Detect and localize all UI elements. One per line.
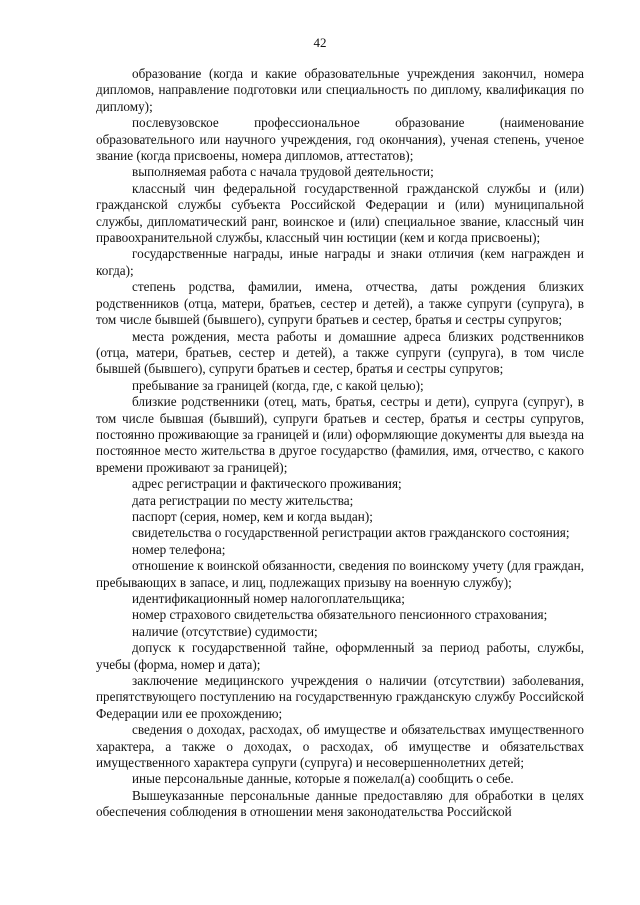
paragraph: свидетельства о государственной регистрации актов гражданского состояния; — [132, 525, 570, 541]
paragraph: классный чин федеральной государственной гражданской службы и (или) гражданской службы субъекта Российской Федерации и (или) муниципальной службы, дипломатический ранг, воинское и (или) специальное звание, классный чин правоохранительной службы, классный чин юстиции (кем и когда присвоены); — [96, 180, 584, 246]
paragraph: иные персональные данные, которые я пожелал(а) сообщить о себе. — [132, 771, 514, 787]
paragraph: номер телефона; — [132, 541, 226, 557]
paragraph: сведения о доходах, расходах, об имуществе и обязательствах имущественного характера, а также о доходах, о расходах, об имуществе и обязательствах имущественного характера супруги (супруга) и несовершеннолетних детей; — [96, 722, 584, 771]
paragraph: степень родства, фамилии, имена, отчества, даты рождения близких родственников (отца, матери, братьев, сестер и детей), а также супруги (супруга), в том числе бывшей (бывшего), супруги братьев и сестер, братья и сестры супругов; — [96, 279, 584, 328]
paragraph: пребывание за границей (когда, где, с какой целью); — [132, 377, 424, 393]
page-number: 42 — [313, 35, 327, 50]
paragraph: государственные награды, иные награды и знаки отличия (кем награжден и когда); — [96, 246, 584, 278]
paragraph: выполняемая работа с начала трудовой деятельности; — [132, 164, 434, 180]
paragraph: паспорт (серия, номер, кем и когда выдан); — [132, 508, 373, 524]
paragraph: идентификационный номер налогоплательщика; — [132, 591, 405, 606]
paragraph: номер страхового свидетельства обязательного пенсионного страхования; — [132, 607, 548, 623]
paragraph: близкие родственники (отец, мать, братья, сестры и дети), супруга (супруг), в том числе бывшая (бывший), супруги братьев и сестер, братья и сестры супругов, постоянно проживающие за границей и (или) оформляющие документы для выезда на постоянное место жительства в другое государство (фамилия, имя, отчество, с какого времени проживают за границей); — [96, 394, 584, 475]
paragraph: места рождения, места работы и домашние адреса близких родственников (отца, матери, братьев, сестер и детей), а также супруги (супруга), в том числе бывшей (бывшего), супруги братьев и сестер, братья и сестры супругов; — [96, 328, 584, 377]
paragraph: послевузовское профессиональное образование (наименование образовательного или научного учреждения, год окончания), ученая степень, ученое звание (когда присвоены, номера дипломов, аттестатов); — [96, 115, 584, 164]
paragraph: дата регистрации по месту жительства; — [132, 492, 354, 508]
paragraph: адрес регистрации и фактического проживания; — [132, 476, 402, 492]
document-body — [96, 66, 584, 821]
paragraph: образование (когда и какие образовательные учреждения закончил, номера дипломов, направление подготовки или специальность по диплому, квалификация по диплому); — [96, 66, 584, 114]
paragraph: допуск к государственной тайне, оформленный за период работы, службы, учебы (форма, номер и дата); — [96, 640, 584, 672]
paragraph: отношение к воинской обязанности, сведения по воинскому учету (для граждан, пребывающих в запасе, и лиц, подлежащих призыву на военную службу); — [96, 558, 584, 590]
paragraph: наличие (отсутствие) судимости; — [132, 623, 318, 639]
paragraph: Вышеуказанные персональные данные предоставляю для обработки в целях обеспечения соблюдения в отношении меня законодательства Российской — [96, 787, 584, 820]
paragraph: заключение медицинского учреждения о наличии (отсутствии) заболевания, препятствующего поступлению на государственную гражданскую службу Российской Федерации или ее прохождению; — [96, 673, 584, 721]
